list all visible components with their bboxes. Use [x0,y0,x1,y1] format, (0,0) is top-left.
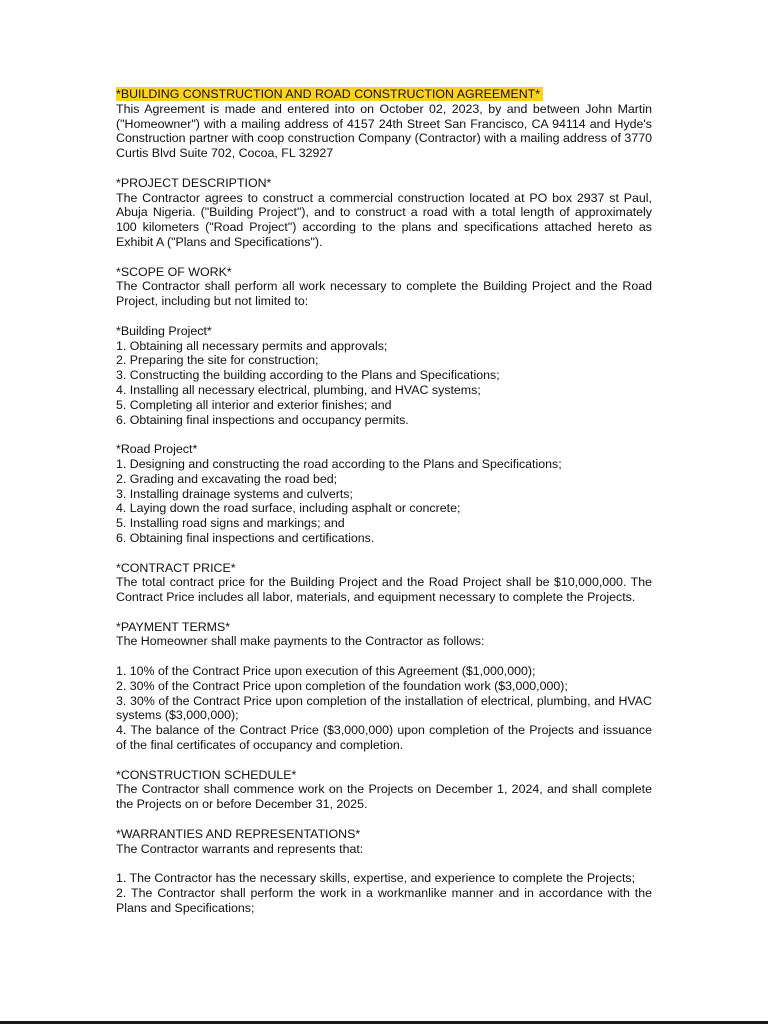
payment-terms-heading: *PAYMENT TERMS* [116,619,231,634]
scope-of-work-heading: *SCOPE OF WORK* [116,264,232,279]
list-item: 1. Obtaining all necessary permits and approvals; [116,338,388,353]
agreement-page [116,87,652,916]
list-item: 3. Constructing the building according to the Plans and Specifications; [116,368,500,383]
road-project-heading: *Road Project* [116,442,198,457]
list-item: 3. Installing drainage systems and culverts; [116,486,353,501]
list-item: 2. Preparing the site for construction; [116,353,319,368]
contract-price-heading: *CONTRACT PRICE* [116,560,236,575]
building-project-heading: *Building Project* [116,323,212,338]
list-item: 6. Obtaining final inspections and occupancy permits. [116,412,409,427]
list-item: 2. The Contractor shall perform the work in a workmanlike manner and in accordance with the Plans and Specifications; [116,886,652,915]
construction-schedule-heading: *CONSTRUCTION SCHEDULE* [116,767,297,782]
list-item: 4. Installing all necessary electrical, plumbing, and HVAC systems; [116,382,481,397]
scope-of-work-text: The Contractor shall perform all work necessary to complete the Building Project and the Road Project, including but not limited to: [116,279,652,309]
title-highlight: *BUILDING CONSTRUCTION AND ROAD CONSTRUCTION AGREEMENT* [116,87,543,101]
construction-schedule-text: The Contractor shall commence work on the Projects on December 1, 2024, and shall complete the Projects on or before December 31, 2025. [116,782,652,812]
project-description-heading: *PROJECT DESCRIPTION* [116,175,272,190]
agreement-title [116,87,652,102]
list-item: 4. The balance of the Contract Price ($3,000,000) upon completion of the Projects and issuance of the final certificates of occupancy and completion. [116,723,652,753]
intro-paragraph: This Agreement is made and entered into on October 02, 2023, by and between John Martin ("Homeowner") with a mailing address of 4157 24th Street San Francisco, CA 94114 and Hyde's Construction partner with coop construction Company (Contractor) with a mailing address of 3770 Curtis Blvd Suite 702, Cocoa, FL 32927 [116,101,652,161]
list-item: 2. 30% of the Contract Price upon completion of the foundation work ($3,000,000); [116,678,568,693]
project-description-text: The Contractor agrees to construct a commercial construction located at PO box 2937 st Paul, Abuja Nigeria. ("Building Project"), and to construct a road with a total length of approximately 100 kilometers ("Road Project") according to the plans and specifications attached hereto as Exhibit A ("Plans and Specifications"). [116,190,652,249]
warranties-heading: *WARRANTIES AND REPRESENTATIONS* [116,826,361,841]
list-item: 5. Installing road signs and markings; and [116,516,345,531]
warranties-text: The Contractor warrants and represents that: [116,841,364,856]
contract-price-text: The total contract price for the Building Project and the Road Project shall be $10,000,000. The Contract Price includes all labor, materials, and equipment necessary to complete the Projects. [116,575,652,605]
list-item: 1. Designing and constructing the road according to the Plans and Specifications; [116,456,562,471]
list-item: 1. The Contractor has the necessary skills, expertise, and experience to complete the Projects; [116,871,636,886]
list-item: 5. Completing all interior and exterior finishes; and [116,397,392,412]
list-item: 4. Laying down the road surface, including asphalt or concrete; [116,501,461,516]
list-item: 1. 10% of the Contract Price upon execution of this Agreement ($1,000,000); [116,664,536,679]
list-item: 3. 30% of the Contract Price upon completion of the installation of electrical, plumbing, and HVAC systems ($3,000,000); [116,693,652,723]
payment-terms-text: The Homeowner shall make payments to the Contractor as follows: [116,634,485,649]
list-item: 6. Obtaining final inspections and certifications. [116,530,375,545]
list-item: 2. Grading and excavating the road bed; [116,471,338,486]
